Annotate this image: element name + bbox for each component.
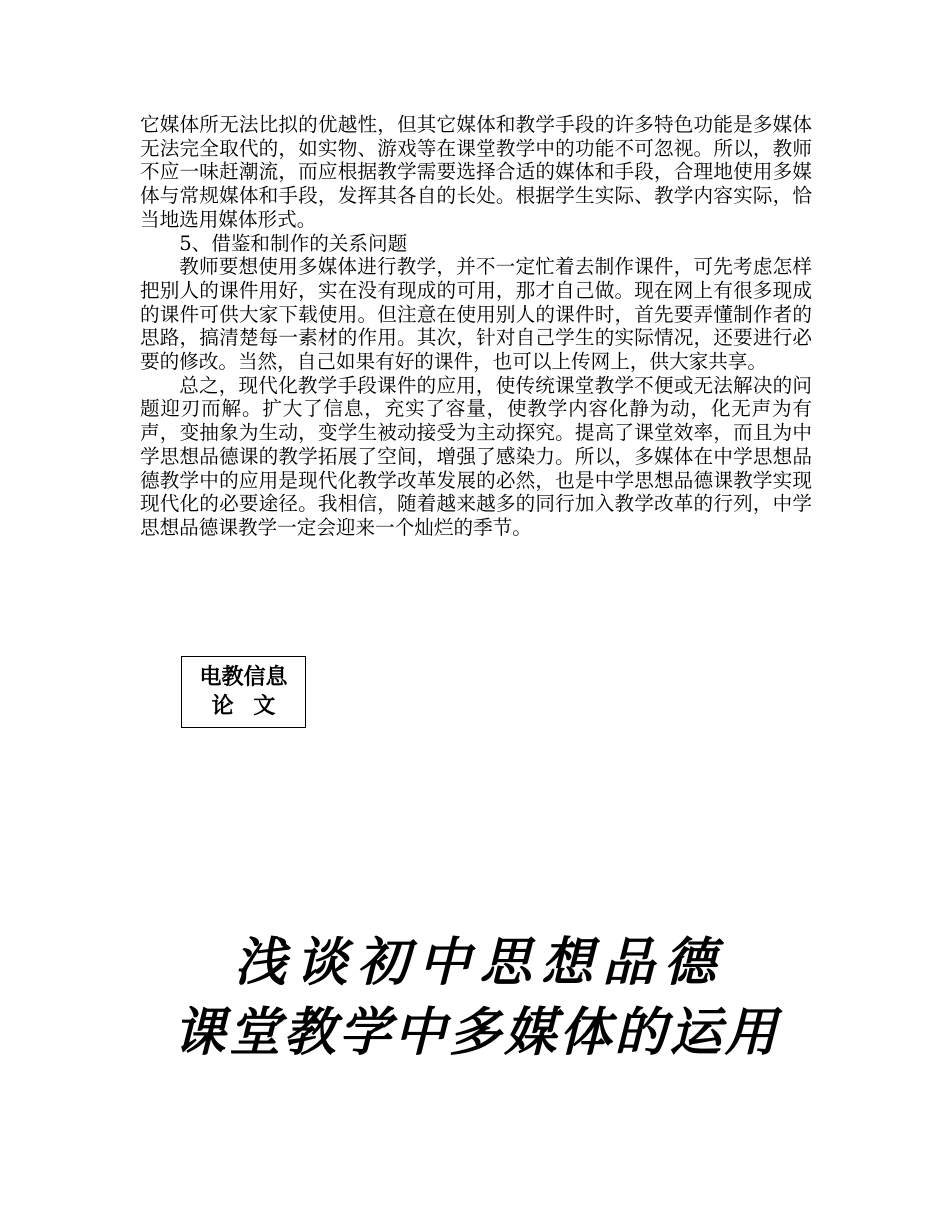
paragraph-continued: 它媒体所无法比拟的优越性，但其它媒体和教学手段的许多特色功能是多媒体无法完全取代的，如实物、游戏等在课堂教学中的功能不可忽视。所以，教师不应一味赶潮流，而应根据教学需要选择合适的媒体和手段，合理地使用多媒体与常规媒体和手段，发挥其各自的长处。根据学生实际、教学内容实际，恰当地选用媒体形式。 (140, 113, 812, 231)
stamp-line-1: 电教信息 (199, 665, 288, 690)
section-heading: 5、借鉴和制作的关系问题 (179, 231, 408, 255)
paragraph-courseware: 教师要想使用多媒体进行教学，并不一定忙着去制作课件，可先考虑怎样把别人的课件用好，实在没有现成的可用，那才自己做。现在网上有很多现成的课件可供大家下载使用。但注意在使用别人的课件时，首先要弄懂制作者的思路，搞清楚每一素材的作用。其次，针对自己学生的实际情况，还要进行必要的修改。当然，自己如果有好的课件，也可以上传网上，供大家共享。 (140, 255, 812, 374)
stamp-line-2: 论文 (211, 694, 296, 719)
paragraph-conclusion: 总之，现代化教学手段课件的应用，使传统课堂教学不便或无法解决的问题迎刃而解。扩大了信息，充实了容量，使教学内容化静为动，化无声为有声，变抽象为生动，变学生被动接受为主动探究。提高了课堂效率，而且为中学思想品德课的教学拓展了空间，增强了感染力。所以，多媒体在中学思想品德教学中的应用是现代化教学改革发展的必然，也是中学思想品德课教学实现现代化的必要途径。我相信，随着越来越多的同行加入教学改革的行列，中学思想品德课教学一定会迎来一个灿烂的季节。 (140, 373, 812, 539)
title-line-1: 浅谈初中思想品德 (234, 933, 726, 993)
title-line-2: 课堂教学中多媒体的运用 (173, 1003, 780, 1063)
category-stamp-box (181, 656, 306, 728)
body-text (140, 113, 812, 540)
article-title (0, 928, 950, 1068)
